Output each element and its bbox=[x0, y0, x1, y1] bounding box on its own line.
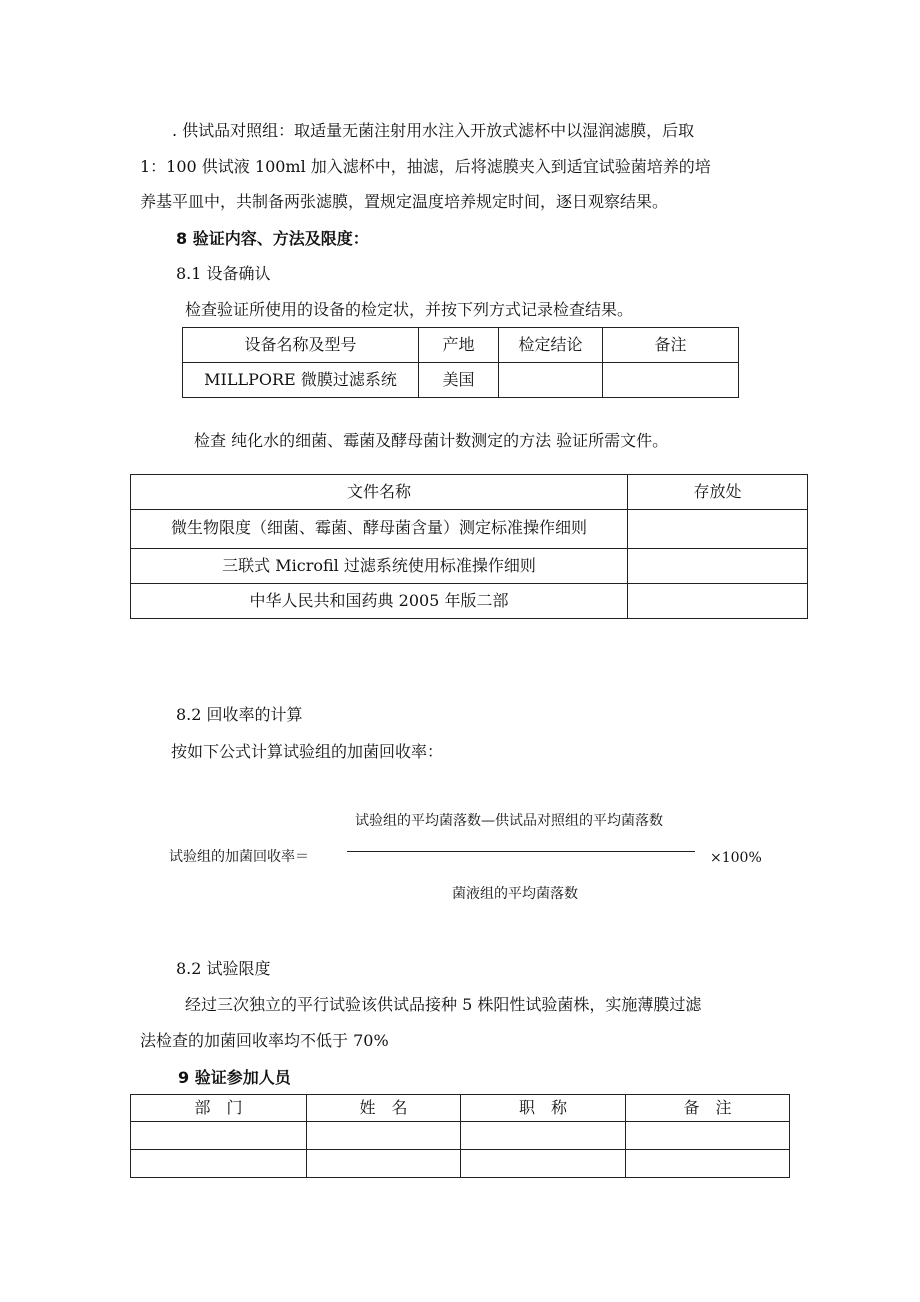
participants-header-remarks: 备 注 bbox=[626, 1095, 790, 1122]
participant-cell bbox=[626, 1150, 790, 1178]
equipment-intro: 检查验证所使用的设备的检定状，并按下列方式记录检查结果。 bbox=[185, 300, 634, 319]
documents-table bbox=[130, 474, 808, 619]
participant-cell bbox=[131, 1122, 307, 1150]
document-location-cell bbox=[628, 549, 808, 584]
limit-para-line2: 法检查的加菌回收率均不低于 70% bbox=[140, 1031, 389, 1050]
section-8-2-limit-title: 8.2 试验限度 bbox=[176, 959, 271, 978]
section-8-heading: 8 验证内容、方法及限度： bbox=[176, 229, 369, 248]
control-group-para-line2: 1：100 供试液 100ml 加入滤杯中，抽滤，后将滤膜夹入到适宜试验菌培养的培 bbox=[140, 157, 711, 176]
section-8-1-title: 8.1 设备确认 bbox=[176, 264, 271, 283]
document-location-cell bbox=[628, 510, 808, 549]
equipment-header-conclusion: 检定结论 bbox=[499, 328, 603, 363]
equipment-header-name: 设备名称及型号 bbox=[183, 328, 419, 363]
equipment-cell-conclusion bbox=[499, 363, 603, 398]
section-9-heading: 9 验证参加人员 bbox=[178, 1068, 291, 1087]
formula-multiplier: ×100% bbox=[710, 850, 762, 866]
equipment-cell-name: MILLPORE 微膜过滤系统 bbox=[183, 363, 419, 398]
participants-header-title: 职 称 bbox=[461, 1095, 626, 1122]
table-row bbox=[131, 510, 808, 549]
table-row bbox=[131, 1150, 790, 1178]
table-row bbox=[183, 363, 739, 398]
document-name-cell: 三联式 Microfil 过滤系统使用标准操作细则 bbox=[131, 549, 628, 584]
docs-intro: 检查 纯化水的细菌、霉菌及酵母菌计数测定的方法 验证所需文件。 bbox=[194, 431, 669, 450]
participant-cell bbox=[131, 1150, 307, 1178]
equipment-cell-remarks bbox=[603, 363, 739, 398]
section-8-2-title: 8.2 回收率的计算 bbox=[176, 705, 303, 724]
control-group-para-line3: 养基平皿中，共制备两张滤膜，置规定温度培养规定时间，逐日观察结果。 bbox=[140, 192, 669, 211]
equipment-table bbox=[182, 327, 739, 398]
equipment-header-remarks: 备注 bbox=[603, 328, 739, 363]
table-row bbox=[131, 1122, 790, 1150]
document-name-cell: 中华人民共和国药典 2005 年版二部 bbox=[131, 584, 628, 619]
participants-table bbox=[130, 1094, 790, 1178]
formula-numerator: 试验组的平均菌落数—供试品对照组的平均菌落数 bbox=[355, 813, 663, 829]
recovery-intro: 按如下公式计算试验组的加菌回收率： bbox=[171, 742, 444, 761]
formula-denominator: 菌液组的平均菌落数 bbox=[452, 886, 578, 902]
participants-header-name: 姓 名 bbox=[307, 1095, 461, 1122]
documents-table-header-row bbox=[131, 475, 808, 510]
documents-header-location: 存放处 bbox=[628, 475, 808, 510]
participants-header-department: 部 门 bbox=[131, 1095, 307, 1122]
limit-para-line1: 经过三次独立的平行试验该供试品接种 5 株阳性试验菌株，实施薄膜过滤 bbox=[185, 995, 702, 1014]
participants-table-header-row bbox=[131, 1095, 790, 1122]
formula-lhs: 试验组的加菌回收率＝ bbox=[169, 849, 309, 865]
document-location-cell bbox=[628, 584, 808, 619]
equipment-table-header-row bbox=[183, 328, 739, 363]
participant-cell bbox=[626, 1122, 790, 1150]
fraction-bar bbox=[347, 851, 695, 852]
equipment-cell-origin: 美国 bbox=[419, 363, 499, 398]
equipment-header-origin: 产地 bbox=[419, 328, 499, 363]
participant-cell bbox=[307, 1150, 461, 1178]
table-row bbox=[131, 549, 808, 584]
participant-cell bbox=[461, 1150, 626, 1178]
table-row bbox=[131, 584, 808, 619]
participant-cell bbox=[307, 1122, 461, 1150]
documents-header-name: 文件名称 bbox=[131, 475, 628, 510]
participant-cell bbox=[461, 1122, 626, 1150]
document-name-cell: 微生物限度（细菌、霉菌、酵母菌含量）测定标准操作细则 bbox=[131, 510, 628, 549]
control-group-para-line1: . 供试品对照组：取适量无菌注射用水注入开放式滤杯中以湿润滤膜，后取 bbox=[172, 121, 695, 140]
